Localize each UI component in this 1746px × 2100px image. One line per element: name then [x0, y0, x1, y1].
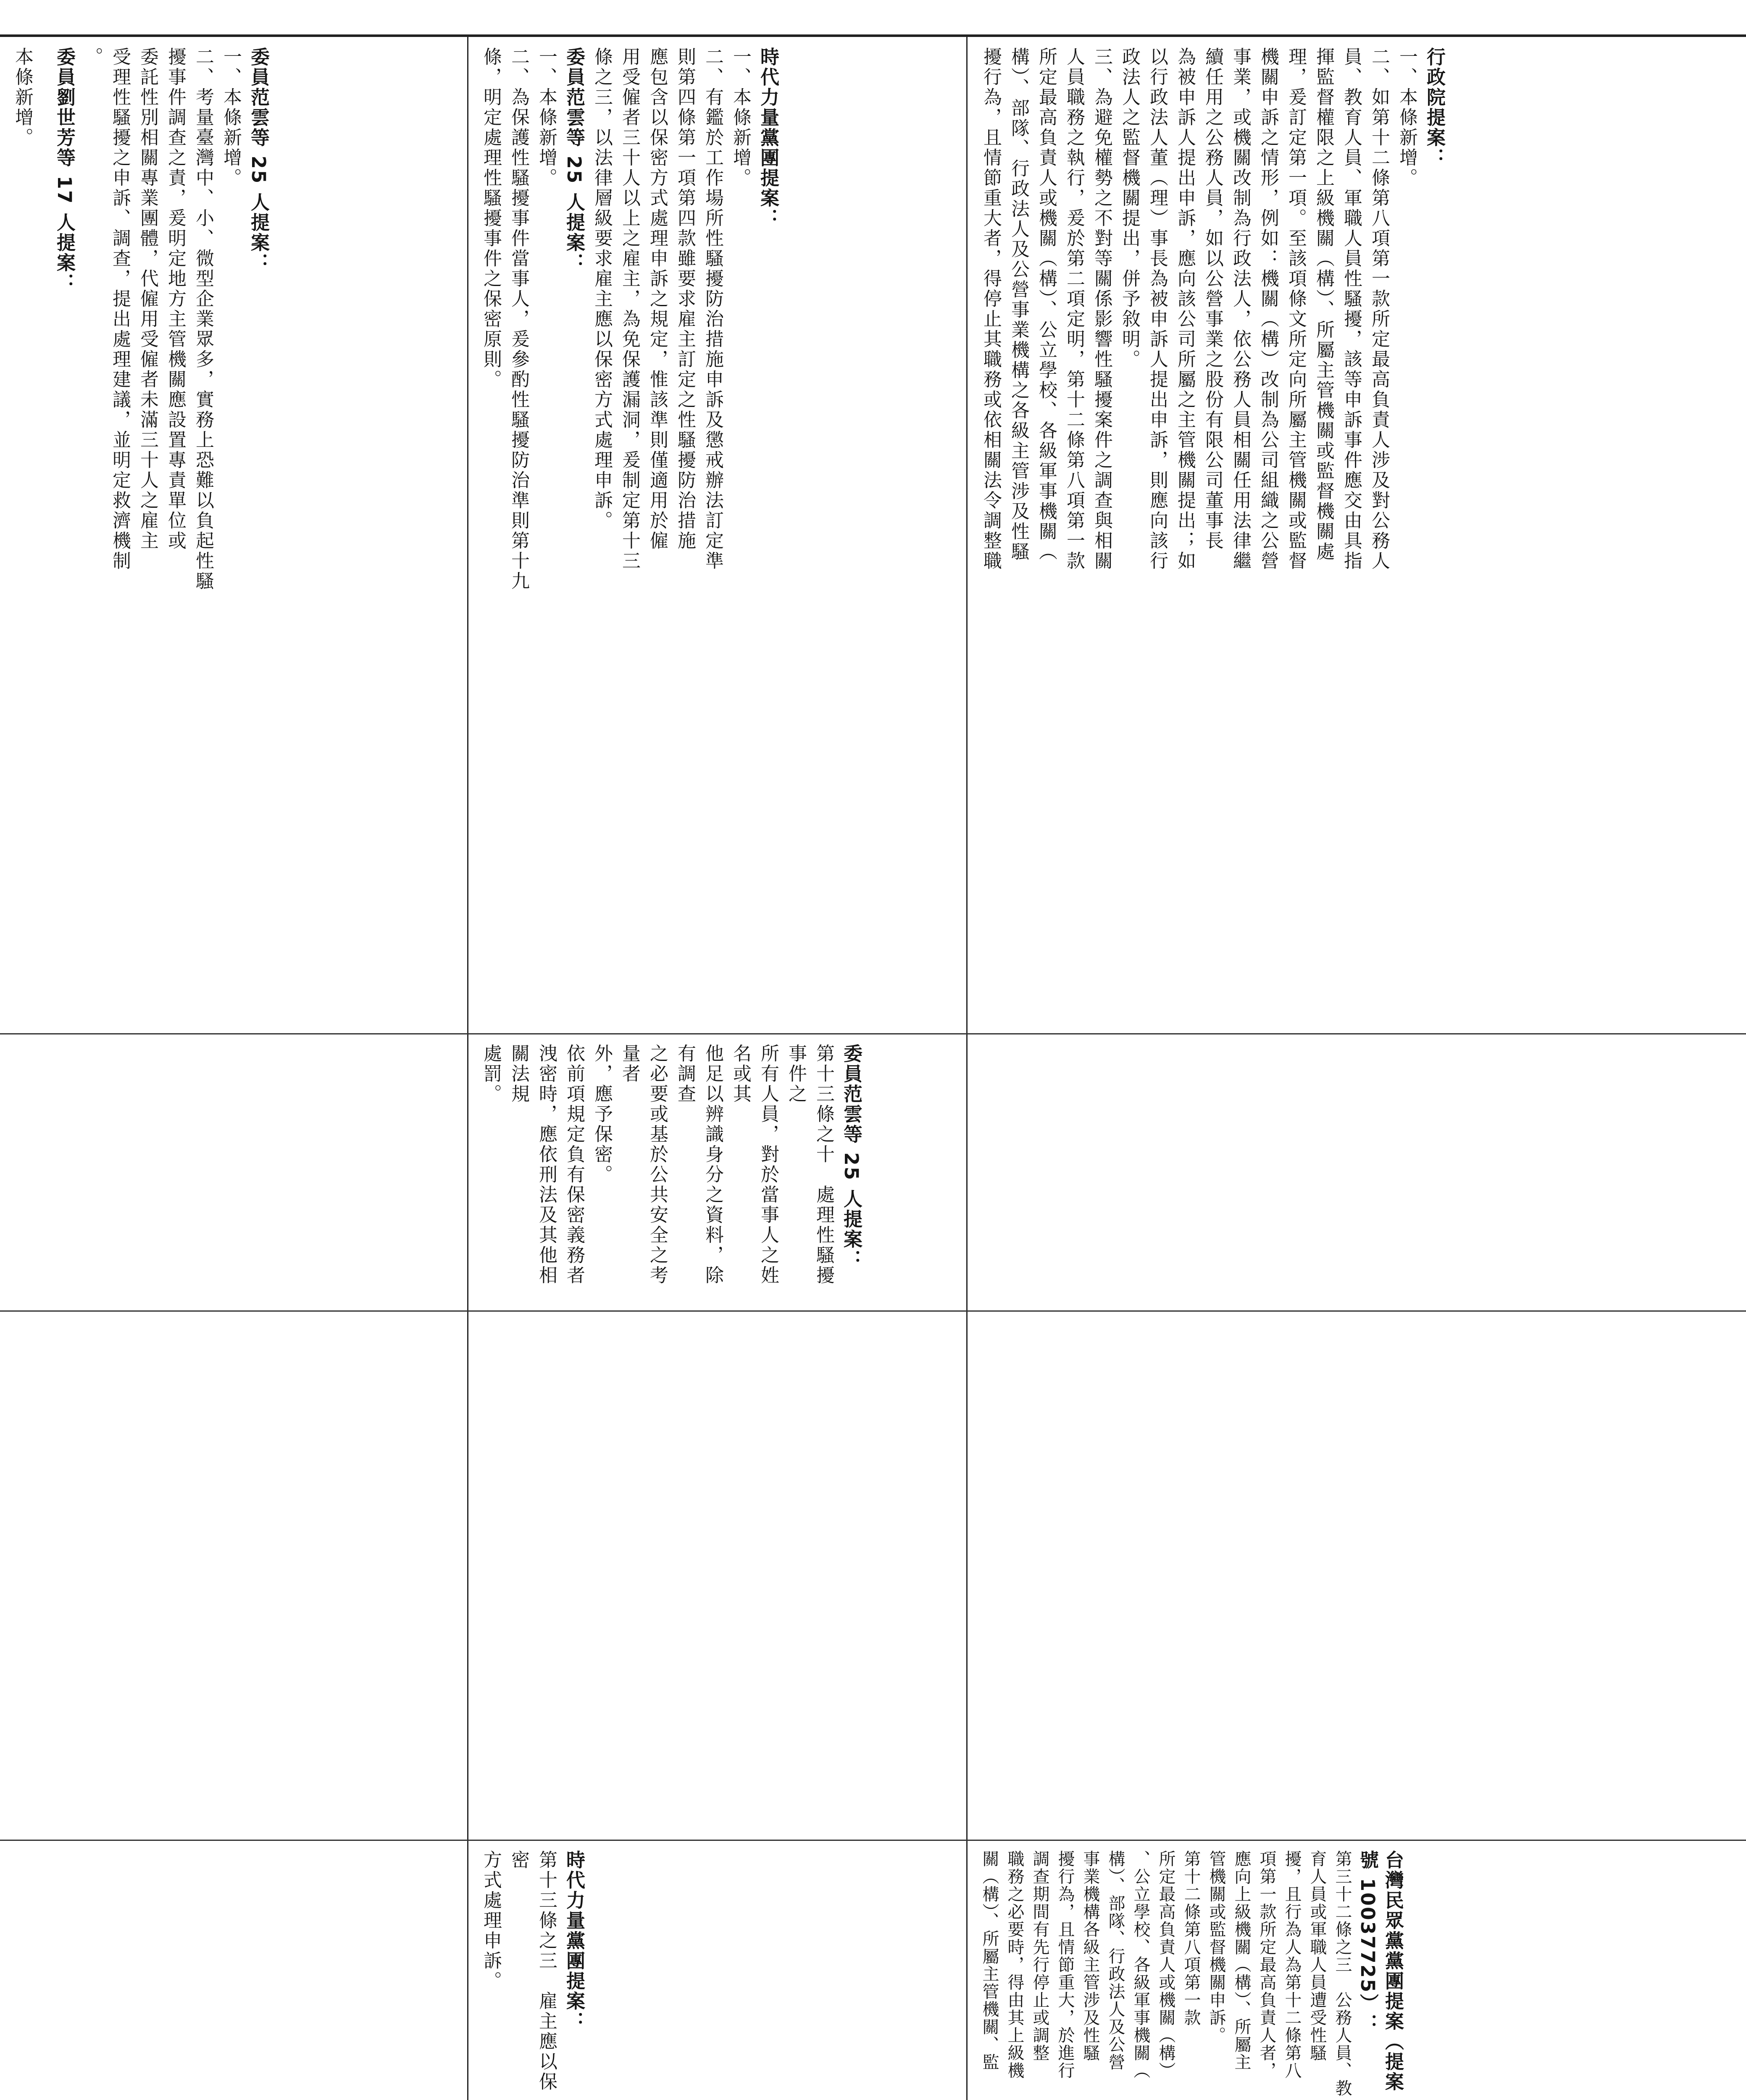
note-line: 理，爰訂定第一項。至該項條文所定向所屬主管機關或監督	[1285, 47, 1307, 571]
note-line: 事業，或機關改制為行政法人，依公務人員相關任用法律繼	[1230, 47, 1251, 571]
note-line: 一、本條新增。	[220, 47, 242, 188]
note-line: 用受僱者三十人以上之雇主，為免保護漏洞，爰制定第十三	[619, 47, 640, 571]
middle-row-note-cell	[477, 47, 960, 1021]
note-line: 二、如第十二條第八項第一款所定最高負責人涉及對公務人	[1368, 47, 1390, 571]
note-line: 受理性騷擾之申訴、調查，提出處理建議，並明定救濟機制	[109, 47, 131, 571]
bottom-row-note-cell	[977, 47, 1739, 1021]
top-row-note-cell	[8, 47, 462, 1021]
clause-line: 第三十二條之三 公務人員、教	[1333, 1850, 1352, 2097]
note-line: 則第四條第一項第四款雖要求雇主訂定之性騷擾防治措施	[674, 47, 696, 551]
table-top-border	[0, 34, 1746, 37]
clause-line: 育人員或軍職人員遭受性騷	[1307, 1850, 1327, 2062]
clause-line: 之必要或基於公共安全之考量者	[619, 1044, 668, 1286]
note-line: 一、本條新增。	[1396, 47, 1417, 188]
proposal-heading: 委員范雲等 25 人提案：	[563, 47, 585, 273]
middle-row-draft-text	[477, 1850, 588, 2100]
clause-line: 處罰。	[480, 1044, 502, 1104]
clause-line: 構）、部隊、行政法人及公營	[1106, 1850, 1125, 2071]
note-line: 條之三，以法律層級要求雇主應以保密方式處理申訴。	[591, 47, 613, 531]
clause-line: 管機關或監督機關申訴。	[1207, 1850, 1226, 2044]
clause-line: 第十三條之十 處理性騷擾事件之	[785, 1044, 834, 1286]
bottom-row-draft-cell	[977, 1850, 1739, 2100]
proposal-heading: 台灣民眾黨黨團提案（提案號 10037725）：	[1357, 1850, 1404, 2092]
clause-line: 事業機構各級主管涉及性騷	[1081, 1850, 1100, 2062]
middle-row-draft-cell	[477, 1850, 960, 2100]
column-divider-a	[0, 1033, 1746, 1034]
clause-line: 職務之必要時，得由其上級機	[1005, 1850, 1024, 2079]
clause-line: 第十二條第八項第一款	[1181, 1850, 1201, 2026]
clause-line: 方式處理申訴。	[480, 1850, 502, 1991]
note-line: 所定最高負責人或機關（構）、公立學校、各級軍事機關（	[1036, 47, 1057, 562]
note-line: 本條新增。	[12, 47, 33, 148]
note-line: 人員職務之執行，爰於第二項定明，第十二條第八項第一款	[1063, 47, 1085, 571]
clause-line: 應向上級機關（構）、所屬主	[1232, 1850, 1251, 2071]
clause-line: 關（構）、所屬主管機關、監	[980, 1850, 999, 2071]
note-line: 應包含以保密方式處理申訴之規定，惟該準則僅適用於僱	[647, 47, 668, 551]
note-line: 二、考量臺灣中、小、微型企業眾多，實務上恐難以負起性騷	[192, 47, 214, 591]
note-line: 以行政法人董（理）事長為被申訴人提出申訴，則應向該行	[1146, 47, 1168, 571]
row-divider-1	[467, 37, 468, 2100]
note-line: 員、教育人員、軍職人員性騷擾，該等申訴事件應交由具指	[1341, 47, 1362, 571]
note-line: 機關申訴之情形，例如：機關（構）改制為公司組織之公營	[1257, 47, 1279, 571]
note-line: 一、本條新增。	[536, 47, 557, 188]
note-line: 一、本條新增。	[730, 47, 751, 188]
note-line: 三、為避免權勢之不對等關係影響性騷擾案件之調查與相關	[1091, 47, 1112, 571]
note-line: 政法人之監督機關提出，併予敘明。	[1119, 47, 1140, 370]
clause-line: 外，應予保密。	[591, 1044, 613, 1185]
clause-line: 調查期間有先行停止或調整	[1030, 1850, 1049, 2062]
proposal-heading: 委員范雲等 25 人提案：	[840, 1044, 862, 1270]
clause-line: 第十三條之三 雇主應以保密	[508, 1850, 557, 2092]
column-divider-b	[0, 1310, 1746, 1312]
clause-line: 項第一款所定最高負責人者，	[1257, 1850, 1276, 2079]
note-line: 為被申訴人提出申訴，應向該公司所屬之主管機關提出；如	[1174, 47, 1196, 571]
clause-line: 依前項規定負有保密義務者	[563, 1044, 585, 1286]
proposal-heading: 委員劉世芳等 17 人提案：	[53, 47, 76, 293]
note-line: 揮監督權限之上級機關（構）、所屬主管機關或監督機關處	[1313, 47, 1334, 562]
note-line: 構）、部隊、行政法人及公營事業機構之各級主管涉及性騷	[1008, 47, 1029, 562]
middle-row-note-text	[477, 47, 782, 1021]
proposal-heading: 時代力量黨團提案：	[563, 1850, 585, 2032]
note-line: 續任用之公務人員，如以公營事業之股份有限公司董事長	[1202, 47, 1223, 551]
clause-line: 、公立學校、各級軍事機關（	[1131, 1850, 1150, 2079]
proposal-heading: 委員范雲等 25 人提案：	[247, 47, 270, 273]
proposal-heading: 時代力量黨團提案：	[757, 47, 779, 228]
proposal-heading: 行政院提案：	[1423, 47, 1446, 168]
clause-line: 擾，且行為人為第十二條第八	[1282, 1850, 1302, 2079]
bottom-row-note-text	[977, 47, 1448, 1021]
middle-row-proposal-text	[477, 1044, 865, 1304]
clause-line: 洩密時，應依刑法及其他相關法規	[508, 1044, 557, 1286]
note-line: 二、為保護性騷擾事件當事人，爰參酌性騷擾防治準則第十九	[508, 47, 529, 591]
note-line: 二、有鑑於工作場所性騷擾防治措施申訴及懲戒辦法訂定準	[702, 47, 723, 571]
top-row-note-text	[8, 47, 272, 1021]
note-line: 委託性別相關專業團體，代僱用受僱者未滿三十人之雇主	[137, 47, 158, 551]
note-line: 條，明定處理性騷擾事件之保密原則。	[480, 47, 502, 390]
clause-line: 所定最高負責人或機關（構）	[1156, 1850, 1175, 2079]
clause-line: 擾行為，且情節重大，於進行	[1055, 1850, 1075, 2079]
note-line: 擾行為，且情節重大者，得停止其職務或依相關法令調整職	[980, 47, 1002, 571]
row-divider-2	[966, 37, 968, 2100]
note-line: 擾事件調查之責，爰明定地方主管機關應設置專責單位或	[165, 47, 186, 551]
clause-line: 他足以辨識身分之資料，除有調查	[674, 1044, 723, 1286]
middle-row-proposal-cell	[477, 1044, 960, 1304]
note-line: 。	[82, 47, 103, 67]
column-divider-c	[0, 1840, 1746, 1841]
clause-line: 所有人員，對於當事人之姓名或其	[730, 1044, 779, 1286]
bottom-row-draft-text	[977, 1850, 1405, 2100]
